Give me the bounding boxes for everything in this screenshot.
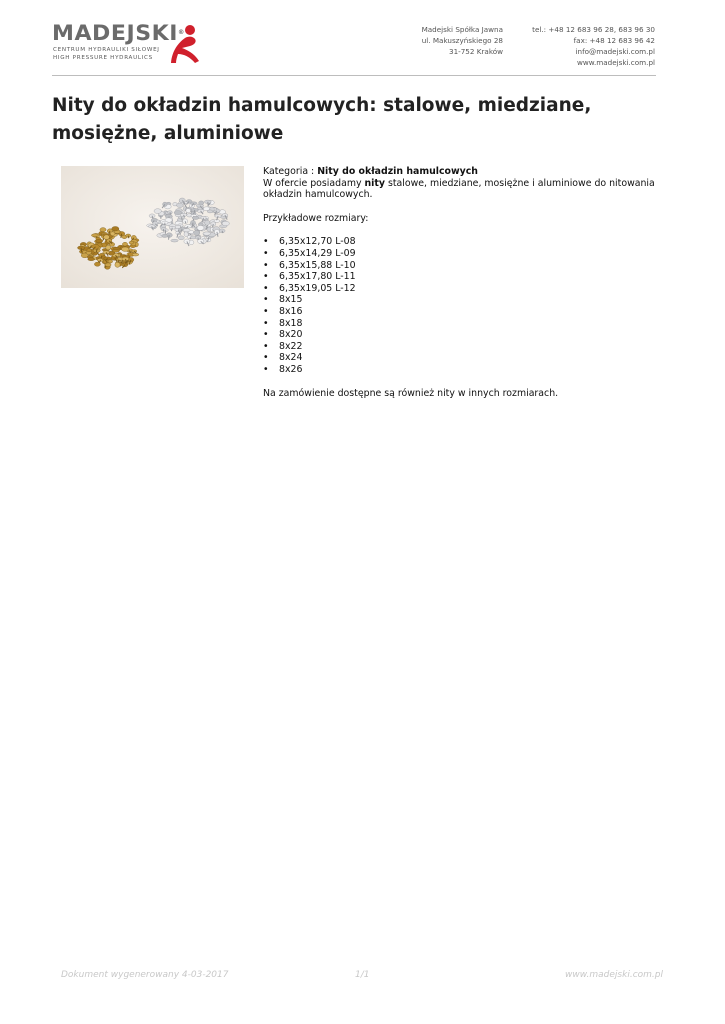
list-item: • 8x16: [263, 305, 303, 317]
phone-line: tel.: +48 12 683 96 28, 683 96 30: [532, 25, 655, 34]
page-title: Nity do okładzin hamulcowych: stalowe, miedziane, mosiężne, aluminiowe: [52, 95, 592, 144]
logo-subline-pl: CENTRUM HYDRAULIKI SIŁOWEJ: [53, 47, 160, 53]
page-header: [0, 0, 725, 80]
logo-figure-icon: [168, 23, 202, 65]
company-contact: [520, 24, 655, 68]
list-item: • 8x18: [263, 317, 303, 329]
fax-line: fax: +48 12 683 96 42: [573, 36, 655, 45]
intro-keyword: nity: [364, 177, 385, 189]
sizes-heading: Przykładowe rozmiary:: [263, 212, 369, 224]
list-item: • 6,35x19,05 L-12: [263, 282, 356, 294]
header-divider: [52, 75, 656, 76]
list-item: • 8x15: [263, 294, 303, 306]
page-footer: [0, 970, 725, 984]
list-item: • 6,35x12,70 L-08: [263, 236, 356, 248]
email-link[interactable]: info@madejski.com.pl: [575, 47, 655, 56]
closing-note: Na zamówienie dostępne są również nity w innych rozmiarach.: [263, 387, 559, 399]
website-link[interactable]: www.madejski.com.pl: [576, 58, 655, 67]
sizes-list: [263, 236, 663, 375]
logo-wordmark: MADEJSKI®: [52, 21, 185, 45]
list-item: • 8x20: [263, 329, 303, 341]
product-description: [263, 166, 663, 399]
address-line: ul. Makuszyńskiego 28: [421, 36, 503, 45]
category-line: [263, 166, 663, 178]
intro-paragraph: [263, 178, 663, 201]
generated-date: Dokument wygenerowany 4-03-2017: [61, 970, 229, 980]
list-item: • 6,35x15,88 L-10: [263, 259, 356, 271]
category-link[interactable]: Nity do okładzin hamulcowych: [317, 166, 478, 177]
category-label: Kategoria :: [263, 166, 318, 177]
list-item: • 8x26: [263, 363, 303, 375]
address-line: 31-752 Kraków: [449, 47, 503, 56]
intro-text: W ofercie posiadamy: [263, 177, 365, 189]
list-item: • 8x22: [263, 340, 303, 352]
list-item: • 6,35x17,80 L-11: [263, 271, 356, 283]
list-item: • 6,35x14,29 L-09: [263, 247, 356, 259]
company-address: [400, 24, 503, 57]
footer-website-link[interactable]: www.madejski.com.pl: [565, 970, 663, 980]
product-photo-rivets: [61, 166, 244, 288]
logo-subline-en: HIGH PRESSURE HYDRAULICS: [53, 55, 153, 61]
company-logo[interactable]: [52, 22, 202, 68]
list-item: • 8x24: [263, 352, 303, 364]
intro-text-rest: stalowe, miedziane, mosiężne i aluminiowe do nitowania okładzin hamulcowych.: [263, 177, 655, 201]
page-number: 1/1: [355, 970, 370, 980]
address-line: Madejski Spółka Jawna: [421, 25, 503, 34]
